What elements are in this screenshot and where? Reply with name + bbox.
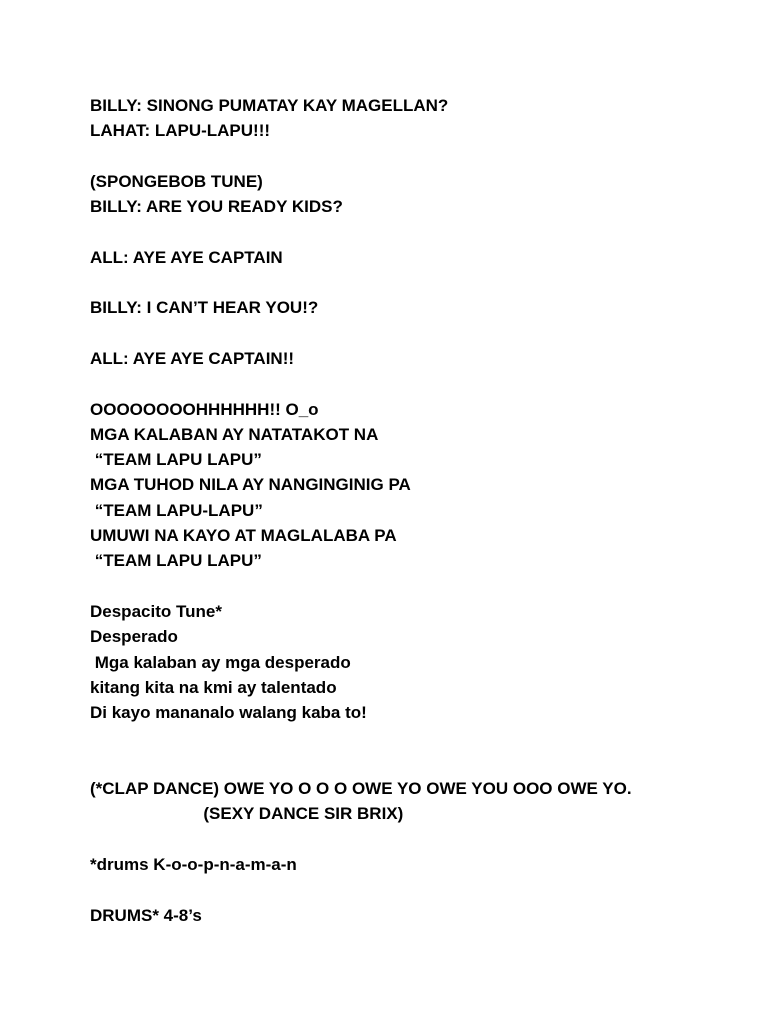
blank-line (90, 144, 750, 169)
text-line: OOOOOOOOHHHHHH!! O_o (90, 399, 319, 419)
text-line: DRUMS* 4-8’s (90, 905, 202, 925)
text-line: BILLY: SINONG PUMATAY KAY MAGELLAN? (90, 96, 449, 115)
blank-line (90, 219, 750, 244)
text-line: LAHAT: LAPU-LAPU!!! (90, 121, 271, 141)
blank-line (90, 371, 750, 396)
text-line: UMUWI NA KAYO AT MAGLALABA PA (90, 526, 397, 546)
text-line: Desperado (90, 627, 178, 647)
text-line: “TEAM LAPU LAPU” (90, 551, 262, 571)
text-line: “TEAM LAPU LAPU” (90, 450, 262, 470)
blank-line (90, 574, 750, 599)
blank-line (90, 827, 750, 852)
text-line: (SPONGEBOB TUNE) (90, 171, 263, 191)
text-line: “TEAM LAPU-LAPU” (90, 500, 263, 520)
text-line: MGA TUHOD NILA AY NANGINGINIG PA (90, 475, 411, 495)
text-line: Di kayo mananalo walang kaba to! (90, 703, 367, 723)
text-line: (*CLAP DANCE) OWE YO O O O OWE YO OWE YOU OOO OWE YO. (90, 779, 632, 799)
blank-line (90, 321, 750, 346)
blank-line (90, 877, 750, 902)
blank-line (90, 751, 750, 776)
text-line: Despacito Tune* (90, 601, 222, 621)
text-line: *drums K-o-o-p-n-a-m-a-n (90, 854, 297, 874)
text-line: BILLY: I CAN’T HEAR YOU!? (90, 298, 319, 318)
text-line: kitang kita na kmi ay talentado (90, 677, 337, 697)
text-line: ALL: AYE AYE CAPTAIN (90, 247, 283, 267)
text-line: MGA KALABAN AY NATATAKOT NA (90, 424, 379, 444)
text-line: ALL: AYE AYE CAPTAIN!! (90, 348, 295, 368)
blank-line (90, 725, 750, 750)
text-line: BILLY: ARE YOU READY KIDS? (90, 197, 343, 217)
blank-line (90, 270, 750, 295)
document-body (90, 93, 750, 928)
text-line: Mga kalaban ay mga desperado (90, 652, 351, 672)
text-line: (SEXY DANCE SIR BRIX) (90, 804, 404, 824)
